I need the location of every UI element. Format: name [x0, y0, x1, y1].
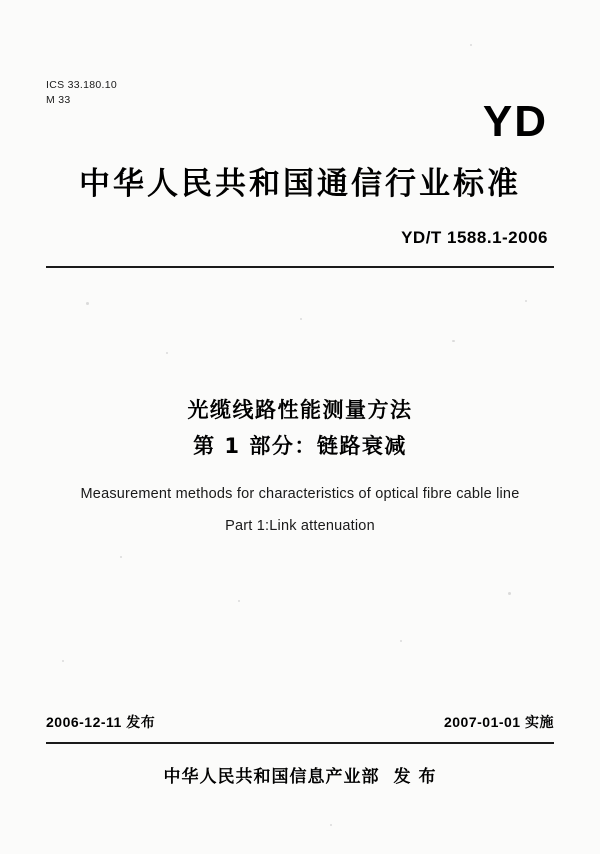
effective-date: 2007-01-01 实施 [443, 714, 554, 730]
scan-speck [470, 44, 472, 46]
document-title-cn-line2: 第 1 部分：链路衰减 [193, 434, 407, 458]
issuer-suffix: 发 布 [393, 767, 437, 787]
document-title-cn [0, 392, 600, 464]
document-title-en-line1: Measurement methods for characteristics of optical fibre cable line [80, 486, 520, 502]
ics-code: ICS 33.180.10 [46, 79, 118, 91]
standard-number: YD/T 1588.1-2006 [401, 228, 548, 247]
scan-speck [300, 318, 302, 320]
page-title: 中华人民共和国通信行业标准 [79, 166, 521, 202]
footer-dates [46, 712, 554, 732]
scan-speck [86, 302, 89, 305]
issuer-name: 中华人民共和国信息产业部 [163, 767, 380, 787]
yd-logo: YD [482, 97, 548, 146]
scan-speck [238, 600, 240, 602]
scan-speck [166, 352, 168, 354]
issue-date: 2006-12-11 发布 [46, 714, 156, 730]
scan-speck [120, 556, 122, 558]
scan-speck [525, 300, 527, 302]
header-divider [46, 266, 554, 268]
scan-speck [330, 824, 332, 826]
document-title-cn-line1: 光缆线路性能测量方法 [187, 398, 413, 422]
issuer-line [0, 762, 600, 787]
ccs-code: M 33 [46, 94, 71, 106]
document-title-en-line2: Part 1:Link attenuation [225, 518, 375, 534]
scan-speck [400, 640, 402, 642]
footer-divider [46, 742, 554, 744]
ics-classification [46, 78, 117, 108]
scan-speck [508, 592, 511, 595]
scan-speck [62, 660, 64, 662]
scan-speck [452, 340, 455, 342]
document-title-en [0, 478, 600, 542]
